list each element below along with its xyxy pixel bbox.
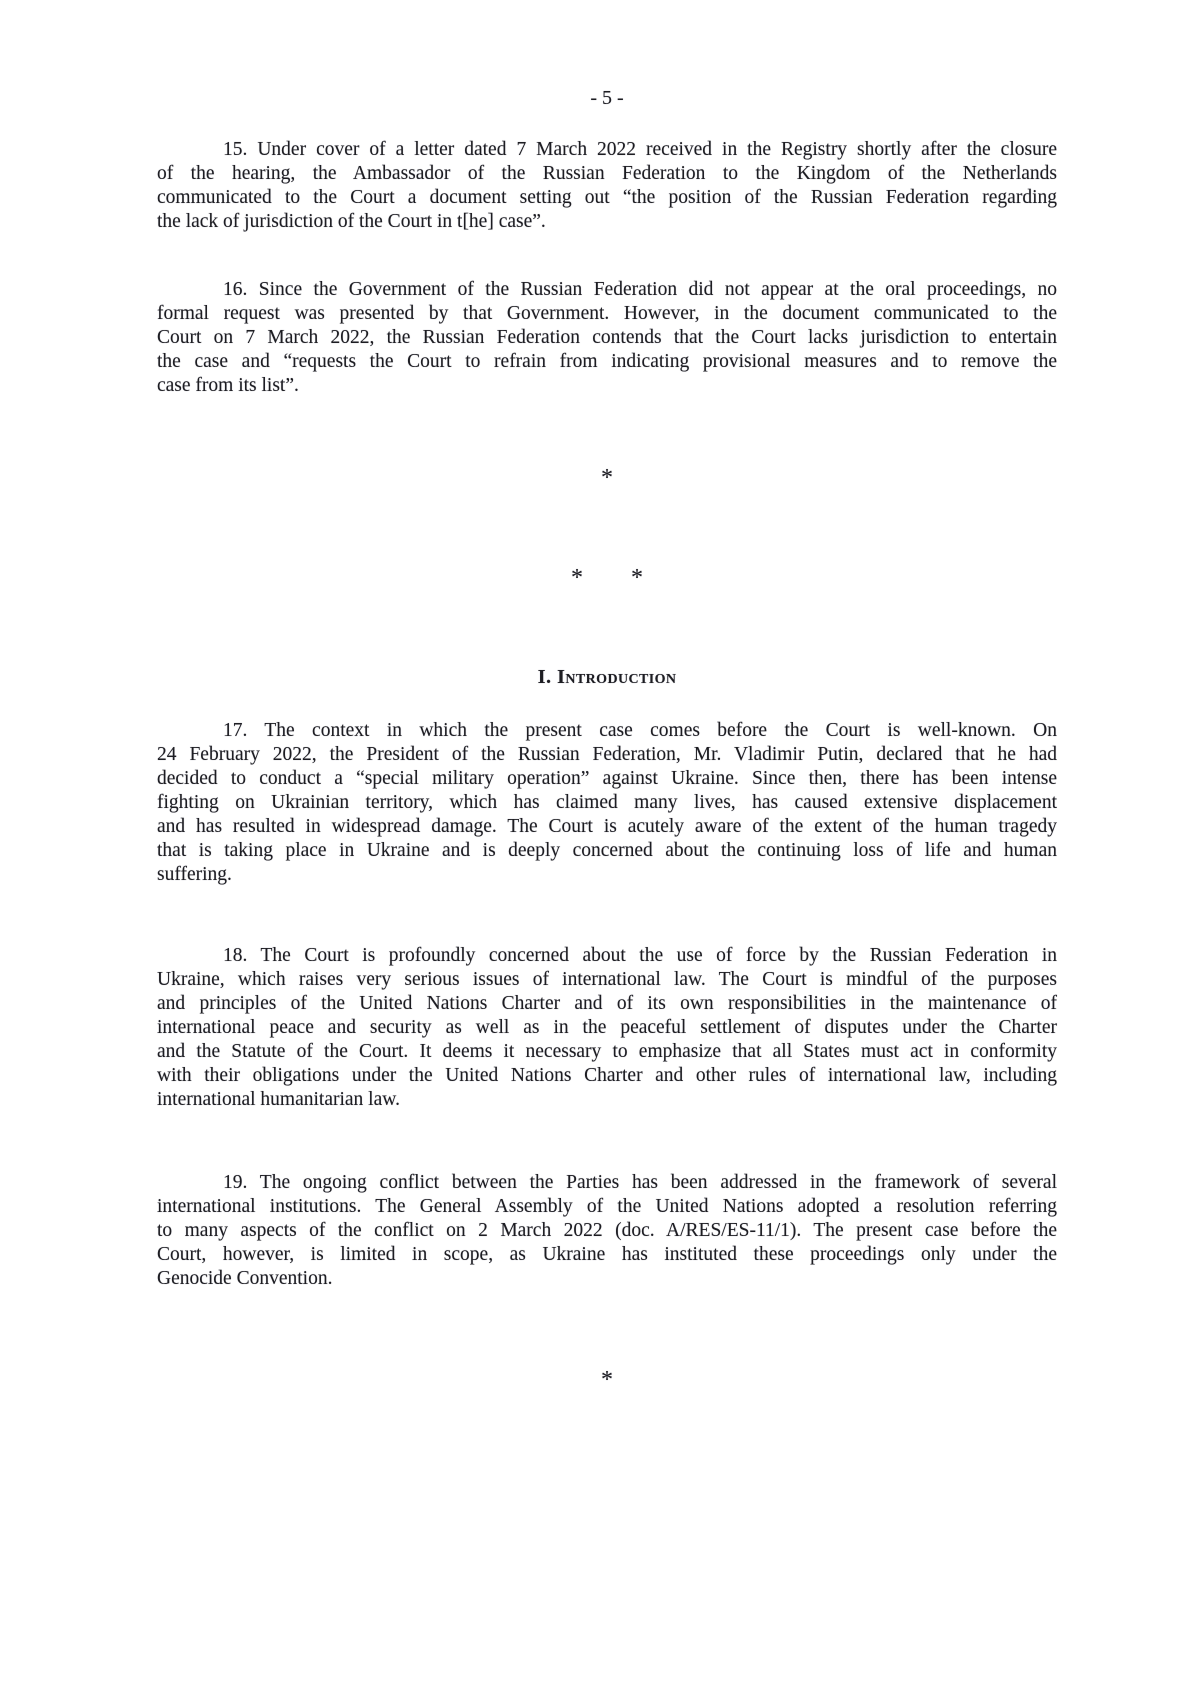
paragraph-18	[157, 944, 1057, 1112]
asterisk-separator-single-bottom	[157, 1368, 1057, 1392]
text-line: Court on 7 March 2022, the Russian Federation contends that the Court lacks jurisdiction to entertain	[157, 327, 1057, 348]
text-line: and the Statute of the Court. It deems it necessary to emphasize that all States must act in conformity	[157, 1041, 1057, 1062]
page-number: - 5 -	[590, 87, 624, 109]
text-line: Genocide Convention.	[157, 1268, 333, 1289]
asterisk: *	[601, 465, 613, 491]
text-line: Ukraine, which raises very serious issues of international law. The Court is mindful of the purposes	[157, 969, 1057, 990]
text-line: the case and “requests the Court to refrain from indicating provisional measures and to remove the	[157, 351, 1057, 372]
text-line: 15. Under cover of a letter dated 7 March 2022 received in the Registry shortly after the closure	[223, 139, 1057, 160]
asterisk: *	[601, 1367, 613, 1393]
text-line: international institutions. The General Assembly of the United Nations adopted a resolution referring	[157, 1196, 1057, 1217]
asterisk-separator-pair	[157, 566, 1057, 590]
text-line: the lack of jurisdiction of the Court in t[he] case”.	[157, 211, 546, 232]
paragraph-15	[157, 138, 1057, 234]
text-line: and principles of the United Nations Charter and of its own responsibilities in the maintenance of	[157, 993, 1057, 1014]
asterisk: *	[631, 565, 643, 591]
text-line: 18. The Court is profoundly concerned about the use of force by the Russian Federation in	[223, 945, 1057, 966]
text-line: communicated to the Court a document setting out “the position of the Russian Federation regarding	[157, 187, 1057, 208]
text-line: decided to conduct a “special military operation” against Ukraine. Since then, there has been intense	[157, 768, 1057, 789]
text-line: to many aspects of the conflict on 2 March 2022 (doc. A/RES/ES-11/1). The present case before the	[157, 1220, 1057, 1241]
text-line: 19. The ongoing conflict between the Parties has been addressed in the framework of several	[223, 1172, 1057, 1193]
text-line: 24 February 2022, the President of the Russian Federation, Mr. Vladimir Putin, declared that he had	[157, 744, 1057, 765]
text-line: that is taking place in Ukraine and is deeply concerned about the continuing loss of life and human	[157, 840, 1057, 861]
paragraph-16	[157, 278, 1057, 398]
text-line: Court, however, is limited in scope, as Ukraine has instituted these proceedings only under the	[157, 1244, 1057, 1265]
section-heading-introduction: I. Introduction	[537, 666, 677, 688]
text-line: with their obligations under the United Nations Charter and other rules of international law, including	[157, 1065, 1057, 1086]
asterisk-separator-single	[157, 466, 1057, 490]
text-line: international peace and security as well as in the peaceful settlement of disputes under the Charter	[157, 1017, 1057, 1038]
text-line: formal request was presented by that Government. However, in the document communicated to the	[157, 303, 1057, 324]
paragraph-19	[157, 1171, 1057, 1291]
paragraph-17	[157, 719, 1057, 887]
text-line: case from its list”.	[157, 375, 299, 396]
text-line: of the hearing, the Ambassador of the Russian Federation to the Kingdom of the Netherlands	[157, 163, 1057, 184]
text-line: fighting on Ukrainian territory, which has claimed many lives, has caused extensive displacement	[157, 792, 1057, 813]
text-line: suffering.	[157, 864, 232, 885]
text-line: international humanitarian law.	[157, 1089, 400, 1110]
asterisk: *	[571, 565, 583, 591]
text-line: and has resulted in widespread damage. The Court is acutely aware of the extent of the human tragedy	[157, 816, 1057, 837]
text-line: 16. Since the Government of the Russian Federation did not appear at the oral proceedings, no	[223, 279, 1057, 300]
text-line: 17. The context in which the present case comes before the Court is well-known. On	[223, 720, 1057, 741]
